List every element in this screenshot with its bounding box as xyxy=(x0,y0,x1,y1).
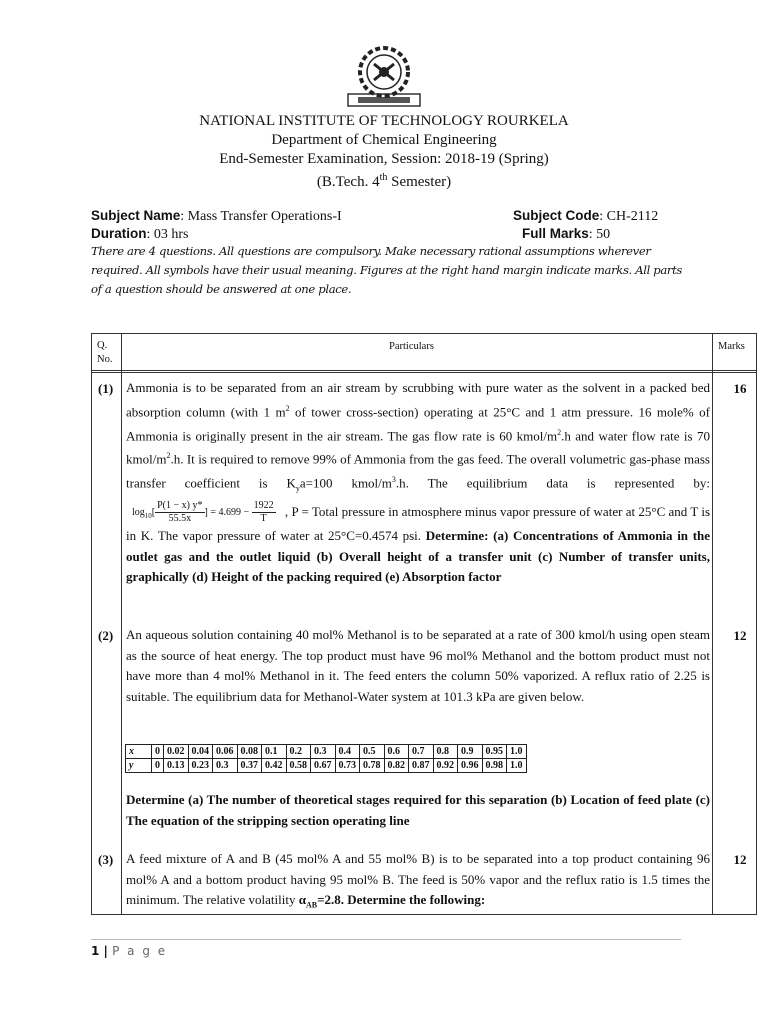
table-cell: 0.58 xyxy=(286,759,311,773)
duration-value: : 03 hrs xyxy=(146,227,189,242)
table-cell: 0.78 xyxy=(360,759,385,773)
question-2-text: An aqueous solution containing 40 mol% Methanol is to be separated at a rate of 300 kmol/h using open steam as the source of heat energy. The top product must have 96 mol% Methanol and the bottom product must not have more than 4 mol% Methanol in it. The feed enters the column 50% vaporized. A reflux ratio of 2.25 is suitable. The equilibrium data for Methanol-Water system at 101.3 kPa are given below. xyxy=(126,627,710,704)
table-cell: 0.23 xyxy=(188,759,213,773)
instructions: There are 4 questions. All questions are compulsory. Make necessary rational assumptions wherever required. All symbols have their usual meaning. Figures at the right hand margin indicate marks. All parts of a question should be answered at one place. xyxy=(91,244,683,296)
question-3-text: A feed mixture of A and B (45 mol% A and 55 mol% B) is to be separated into a top product containing 96 mol% A and a bottom product having 95 mol% B. The feed is 50% vapor and the reflux ratio is 1.5 times the minimum. The relative volatility $\alpha_{AB}=2.8$. Determine the following: xyxy=(126,851,710,910)
qno-header: Q. No. xyxy=(97,340,113,365)
subject-name-value: : Mass Transfer Operations-I xyxy=(180,209,342,224)
footer-divider xyxy=(91,939,681,940)
program-line: (B.Tech. 4th Semester) xyxy=(316,172,452,190)
table-cell: 0.06 xyxy=(213,745,238,759)
subject-name-row xyxy=(91,207,691,226)
table-cell: 0.08 xyxy=(237,745,262,759)
table-cell: 0.1 xyxy=(262,745,287,759)
table-cell: 0.87 xyxy=(409,759,434,773)
table-cell: 0.3 xyxy=(213,759,238,773)
table-cell: 0.3 xyxy=(311,745,336,759)
table-cell: 0.4 xyxy=(335,745,360,759)
question-table xyxy=(91,333,757,915)
question-1-text: Ammonia is to be separated from an air stream by scrubbing with pure water as the solvent in a packed bed absorption column (with 1 $m^2$ of tower cross-section) operating at 25°C and 1 atm pressure. 16 mole% of Ammonia is originally present in the air stream. The gas flow rate is 60 kmol/$m^2.h$ and water flow rate is 70 kmol/$m^2.h$. It is required to remove 99% of Ammonia from the gas feed. The overall volumetric gas-phase mass transfer coefficient is $K_ya=100$ kmol/$m^3.h$. The equilibrium data is represented by: $\log_{10}$[ $\frac{P(1 - x) y*}{55.5x}$ ] = 4.699 − $\frac{1922}{T}$ , P = Total pressure in atmosphere minus vapor pressure of water at 25°C and T is in K. The vapor pressure of water at 25°C=0.4574 psi. Determine: (a) Concentrations of Ammonia in the outlet gas and the outlet liquid (b) Overall height of a transfer unit (c) Number of transfer units, graphically (d) Height of the packing required (e) Absorption factor xyxy=(126,380,711,585)
full-marks-label: Full Marks xyxy=(522,226,589,241)
question-number: (2) xyxy=(98,628,114,643)
subject-name-label: Subject Name xyxy=(91,208,181,223)
subject-code-label: Subject Code xyxy=(513,208,600,223)
table-cell: 0.95 xyxy=(482,745,507,759)
question-2-determine: Determine (a) The number of theoretical stages required for this separation (b) Location of feed plate (c) The equation of the stripping section operating line xyxy=(126,792,710,828)
duration-label: Duration xyxy=(91,226,147,241)
table-cell: 0.8 xyxy=(433,745,458,759)
table-cell: 0.82 xyxy=(384,759,409,773)
table-cell: 0.92 xyxy=(433,759,458,773)
table-cell: 0.13 xyxy=(164,759,189,773)
full-marks-value: : 50 xyxy=(588,227,611,242)
question-marks: 16 xyxy=(733,381,747,396)
exam-title: End-Semester Examination, Session: 2018-19 (Spring) xyxy=(219,151,549,167)
table-cell: 1.0 xyxy=(507,759,527,773)
question-marks: 12 xyxy=(733,852,747,867)
table-row: y 0 0.13 0.23 0.3 0.37 0.42 0.58 0.67 0.73 0.78 0.82 0.87 0.92 0.96 0.98 1.0 xyxy=(126,759,527,773)
table-cell: 1.0 xyxy=(507,745,527,759)
particulars-header: Particulars xyxy=(389,341,434,352)
question-1-determine: Determine: (a) Concentrations of Ammonia in the outlet gas and the outlet liquid (b) Overall height of a transfer unit (c) Number of transfer units, graphically (d) Height of the packing required (e) Absorption factor xyxy=(126,528,711,585)
equilibrium-equation: $\log_{10}$[ $\frac{P(1 - x) y*}{55.5x}$ ] = 4.699 − $\frac{1922}{T}$ xyxy=(132,499,274,524)
table-cell: 0.73 xyxy=(335,759,360,773)
marks-header: Marks xyxy=(718,341,745,352)
question-marks: 12 xyxy=(733,628,747,643)
equilibrium-data-table xyxy=(125,744,527,773)
table-cell: 0.96 xyxy=(458,759,483,773)
table-cell: 0.42 xyxy=(262,759,287,773)
table-cell: 0.6 xyxy=(384,745,409,759)
subject-code-value: : CH-2112 xyxy=(599,209,659,224)
table-row: x 0 0.02 0.04 0.06 0.08 0.1 0.2 0.3 0.4 0.5 0.6 0.7 0.8 0.9 0.95 1.0 xyxy=(126,745,527,759)
question-number: (1) xyxy=(98,381,114,396)
table-cell: 0.5 xyxy=(360,745,385,759)
table-cell: 0.9 xyxy=(458,745,483,759)
table-cell: 0.7 xyxy=(409,745,434,759)
table-cell: 0.98 xyxy=(482,759,507,773)
institute-logo xyxy=(344,44,424,112)
table-cell: 0.02 xyxy=(164,745,189,759)
institute-name: NATIONAL INSTITUTE OF TECHNOLOGY ROURKELA xyxy=(199,113,569,129)
table-cell: 0.67 xyxy=(311,759,336,773)
department-name: Department of Chemical Engineering xyxy=(271,132,497,148)
page-footer: 1 | P a g e xyxy=(91,944,168,958)
table-cell: 0 xyxy=(152,759,164,773)
question-number: (3) xyxy=(98,852,114,867)
table-cell: 0.37 xyxy=(237,759,262,773)
table-cell: 0.2 xyxy=(286,745,311,759)
table-cell: 0.04 xyxy=(188,745,213,759)
table-cell: 0 xyxy=(152,745,164,759)
